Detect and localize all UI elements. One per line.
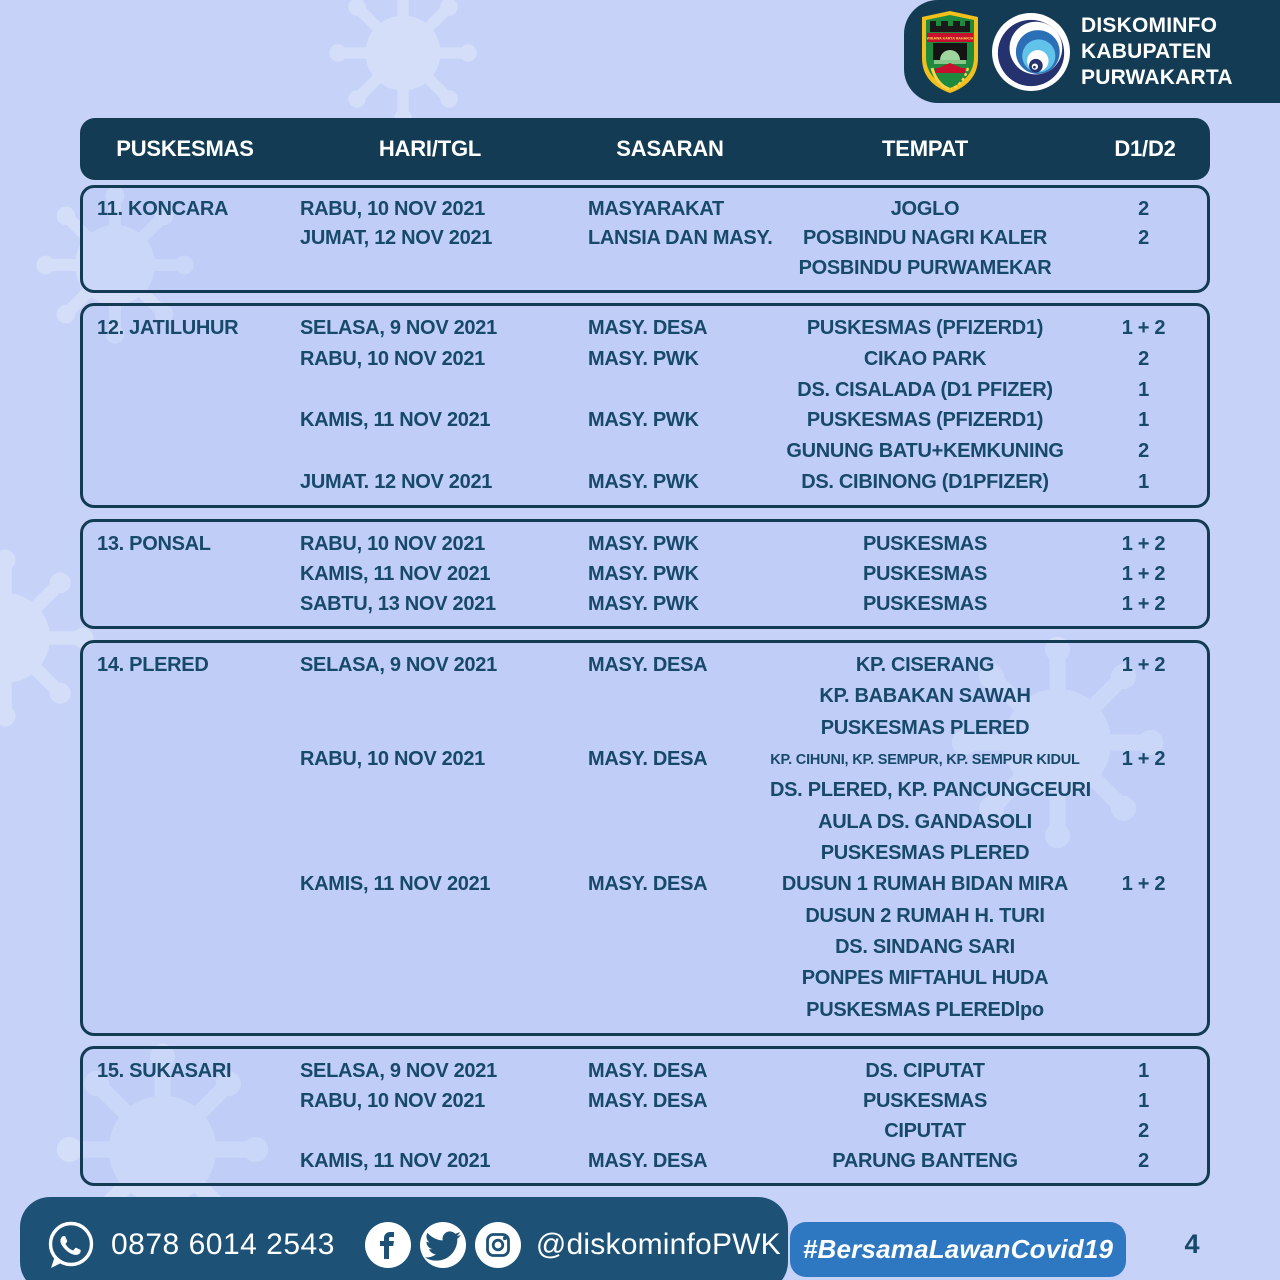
puskesmas-section-box [80, 640, 1210, 1036]
tempat-cell: DS. CISALADA (D1 PFIZER) [797, 378, 1053, 401]
hari-tgl-cell: KAMIS, 11 NOV 2021 [300, 562, 491, 585]
tempat-cell: PUSKESMAS [863, 1089, 987, 1112]
agency-title-line: KABUPATEN [1081, 39, 1212, 63]
sasaran-cell: MASY. PWK [588, 409, 699, 432]
contact-bar [20, 1197, 788, 1280]
hashtag-text: #BersamaLawanCovid19 [802, 1234, 1114, 1264]
tempat-cell: GUNUNG BATU+KEMKUNING [786, 440, 1064, 463]
sasaran-cell: MASY. DESA [588, 748, 708, 771]
dosis-cell: 1 + 2 [1121, 316, 1166, 339]
sasaran-cell: MASY. DESA [588, 873, 708, 896]
column-header: HARI/TGL [378, 136, 482, 161]
dosis-cell: 1 [1138, 378, 1149, 401]
puskesmas-section-box [80, 303, 1210, 508]
column-header: D1/D2 [1114, 136, 1176, 161]
tempat-cell: PUSKESMAS (PFIZERD1) [806, 316, 1044, 339]
tempat-cell: PUSKESMAS [863, 562, 987, 585]
hari-tgl-cell: SABTU, 13 NOV 2021 [300, 592, 496, 615]
puskesmas-name: 15. SUKASARI [97, 1059, 232, 1082]
tempat-cell: POSBINDU NAGRI KALER [802, 227, 1047, 250]
sasaran-cell: MASY. PWK [588, 471, 699, 494]
dosis-cell: 1 [1138, 1059, 1149, 1082]
hari-tgl-cell: JUMAT. 12 NOV 2021 [300, 471, 493, 494]
puskesmas-name: 14. PLERED [97, 654, 209, 677]
dosis-cell: 1 + 2 [1121, 562, 1166, 585]
sasaran-cell: MASYARAKAT [588, 198, 724, 221]
tempat-cell: POSBINDU PURWAMEKAR [798, 256, 1052, 279]
sasaran-cell: MASY. PWK [588, 592, 699, 615]
tempat-cell: JOGLO [890, 198, 960, 221]
puskesmas-section-box [80, 519, 1210, 629]
hari-tgl-cell: KAMIS, 11 NOV 2021 [300, 1149, 491, 1172]
agency-title-line: PURWAKARTA [1081, 65, 1233, 89]
puskesmas-name: 13. PONSAL [97, 532, 211, 555]
agency-title [1081, 13, 1233, 91]
sasaran-cell: MASY. PWK [588, 562, 699, 585]
tempat-cell: PUSKESMAS PLERED [820, 842, 1030, 865]
page-number: 4 [1184, 1229, 1200, 1259]
hari-tgl-cell: KAMIS, 11 NOV 2021 [300, 409, 491, 432]
dosis-cell: 2 [1138, 347, 1149, 370]
puskesmas-name: 11. KONCARA [97, 198, 229, 221]
hari-tgl-cell: RABU, 10 NOV 2021 [300, 1089, 485, 1112]
column-header: TEMPAT [882, 136, 968, 161]
tempat-cell: KP. CISERANG [855, 654, 995, 677]
dosis-cell: 2 [1138, 227, 1149, 250]
kominfo-logo-icon [992, 13, 1070, 91]
social-icons [365, 1222, 521, 1268]
hari-tgl-cell: RABU, 10 NOV 2021 [300, 748, 485, 771]
sasaran-cell: MASY. DESA [588, 654, 708, 677]
tempat-cell: DUSUN 2 RUMAH H. TURI [805, 904, 1045, 927]
social-handle: @diskominfoPWK [535, 1227, 781, 1261]
dosis-cell: 1 + 2 [1121, 592, 1166, 615]
dosis-cell: 2 [1138, 198, 1149, 221]
dosis-cell: 2 [1138, 1149, 1149, 1172]
tempat-cell: PARUNG BANTENG [832, 1149, 1018, 1172]
hari-tgl-cell: SELASA, 9 NOV 2021 [300, 1059, 497, 1082]
tempat-cell: DS. PLERED, KP. PANCUNGCEURI [770, 779, 1091, 802]
crest-motto: WIBAWA KARTA RAHARJA [926, 36, 974, 41]
puskesmas-section-box [80, 185, 1210, 293]
whatsapp-icon [44, 1218, 98, 1272]
agency-title-line: DISKOMINFO [1081, 13, 1218, 37]
hari-tgl-cell: SELASA, 9 NOV 2021 [300, 316, 497, 339]
hari-tgl-cell: RABU, 10 NOV 2021 [300, 532, 485, 555]
sasaran-cell: MASY. DESA [588, 1059, 708, 1082]
tempat-cell: PUSKESMAS [863, 532, 987, 555]
column-header: PUSKESMAS [116, 136, 254, 161]
tempat-cell: DS. SINDANG SARI [835, 936, 1015, 959]
dosis-cell: 1 [1138, 471, 1149, 494]
hari-tgl-cell: RABU, 10 NOV 2021 [300, 198, 485, 221]
whatsapp-number: 0878 6014 2543 [111, 1227, 335, 1261]
hari-tgl-cell: JUMAT, 12 NOV 2021 [300, 227, 493, 250]
tempat-cell: PUSKESMAS [863, 592, 987, 615]
virus-decoration [328, 0, 478, 128]
tempat-cell: PUSKESMAS (PFIZERD1) [806, 409, 1044, 432]
dosis-cell: 1 [1138, 1089, 1149, 1112]
hari-tgl-cell: KAMIS, 11 NOV 2021 [300, 873, 491, 896]
facebook-icon [365, 1222, 411, 1268]
puskesmas-section-box [80, 1046, 1210, 1186]
hari-tgl-cell: SELASA, 9 NOV 2021 [300, 654, 497, 677]
hari-tgl-cell: RABU, 10 NOV 2021 [300, 347, 485, 370]
sasaran-cell: MASY. PWK [588, 532, 699, 555]
tempat-cell: PONPES MIFTAHUL HUDA [801, 967, 1049, 990]
tempat-cell: CIKAO PARK [863, 347, 987, 370]
tempat-cell: CIPUTAT [884, 1119, 966, 1142]
tempat-cell: DS. CIPUTAT [865, 1059, 985, 1082]
sasaran-cell: MASY. PWK [588, 347, 699, 370]
dosis-cell: 1 + 2 [1121, 532, 1166, 555]
tempat-cell: AULA DS. GANDASOLI [818, 810, 1032, 833]
tempat-cell: DS. CIBINONG (D1PFIZER) [801, 471, 1049, 494]
dosis-cell: 2 [1138, 1119, 1149, 1142]
sasaran-cell: MASY. DESA [588, 1149, 708, 1172]
dosis-cell: 1 + 2 [1121, 873, 1166, 896]
table-header-row [80, 118, 1210, 180]
puskesmas-name: 12. JATILUHUR [97, 316, 239, 339]
dosis-cell: 1 + 2 [1121, 748, 1166, 771]
dosis-cell: 1 [1138, 409, 1149, 432]
tempat-cell: KP. BABAKAN SAWAH [819, 685, 1031, 708]
tempat-cell: PUSKESMAS PLERED [820, 716, 1030, 739]
logo-banner [904, 0, 1280, 103]
dosis-cell: 1 + 2 [1121, 654, 1166, 677]
tempat-cell: KP. CIHUNI, KP. SEMPUR, KP. SEMPUR KIDUL [770, 751, 1080, 768]
tempat-cell: DUSUN 1 RUMAH BIDAN MIRA [781, 873, 1069, 896]
instagram-icon [475, 1222, 521, 1268]
hashtag-pill [790, 1222, 1126, 1277]
sasaran-cell: MASY. DESA [588, 316, 708, 339]
column-header: SASARAN [616, 136, 724, 161]
sasaran-cell: LANSIA DAN MASY. [588, 227, 773, 250]
sasaran-cell: MASY. DESA [588, 1089, 708, 1112]
dosis-cell: 2 [1138, 440, 1149, 463]
purwakarta-crest-icon [919, 10, 981, 94]
tempat-cell: PUSKESMAS PLEREDlpo [806, 998, 1044, 1021]
twitter-icon [420, 1222, 466, 1268]
